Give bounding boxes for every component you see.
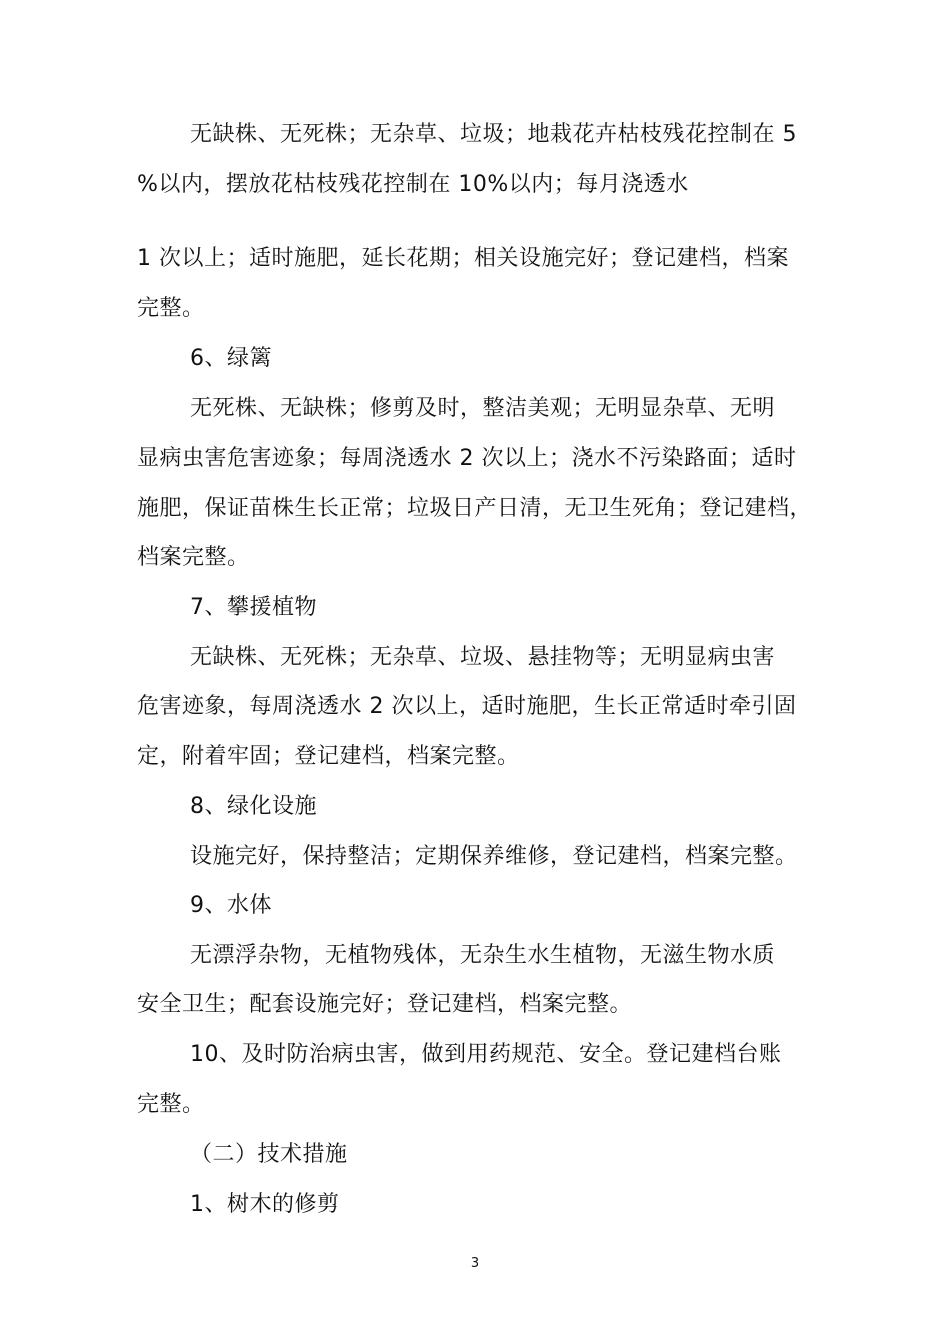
text-line: 无死株、无缺株；修剪及时，整洁美观；无明显杂草、无明: [190, 396, 776, 421]
section-heading: 1、树木的修剪: [190, 1192, 340, 1217]
text-line: 安全卫生；配套设施完好；登记建档，档案完整。: [137, 992, 633, 1017]
text-line: 完整。: [137, 296, 205, 321]
section-heading: 7、攀援植物: [190, 595, 317, 620]
page-number: 3: [470, 1256, 480, 1271]
section-heading: 9、水体: [190, 893, 272, 918]
section-heading: （二）技术措施: [190, 1142, 348, 1167]
text-line: 施肥，保证苗株生长正常；垃圾日产日清，无卫生死角；登记建档，: [137, 496, 813, 521]
text-line: 危害迹象，每周浇透水 2 次以上，适时施肥，生长正常适时牵引固: [137, 694, 797, 719]
text-line: %以内，摆放花枯枝残花控制在 10%以内；每月浇透水: [137, 172, 689, 197]
text-line: 无缺株、无死株；无杂草、垃圾、悬挂物等；无明显病虫害: [190, 645, 776, 670]
text-line: 设施完好，保持整洁；定期保养维修，登记建档，档案完整。: [190, 844, 798, 869]
text-line: 显病虫害危害迹象；每周浇透水 2 次以上；浇水不污染路面；适时: [137, 446, 797, 471]
text-line: 1 次以上；适时施肥，延长花期；相关设施完好；登记建档，档案: [137, 246, 789, 271]
text-line: 无漂浮杂物，无植物残体，无杂生水生植物，无滋生物水质: [190, 943, 776, 968]
text-line: 无缺株、无死株；无杂草、垃圾；地栽花卉枯枝残花控制在 5: [190, 122, 797, 147]
text-line: 定，附着牢固；登记建档，档案完整。: [137, 744, 520, 769]
text-line: 10、及时防治病虫害，做到用药规范、安全。登记建档台账: [190, 1042, 782, 1067]
text-line: 完整。: [137, 1092, 205, 1117]
text-line: 档案完整。: [137, 545, 250, 570]
section-heading: 6、绿篱: [190, 346, 272, 371]
section-heading: 8、绿化设施: [190, 794, 317, 819]
